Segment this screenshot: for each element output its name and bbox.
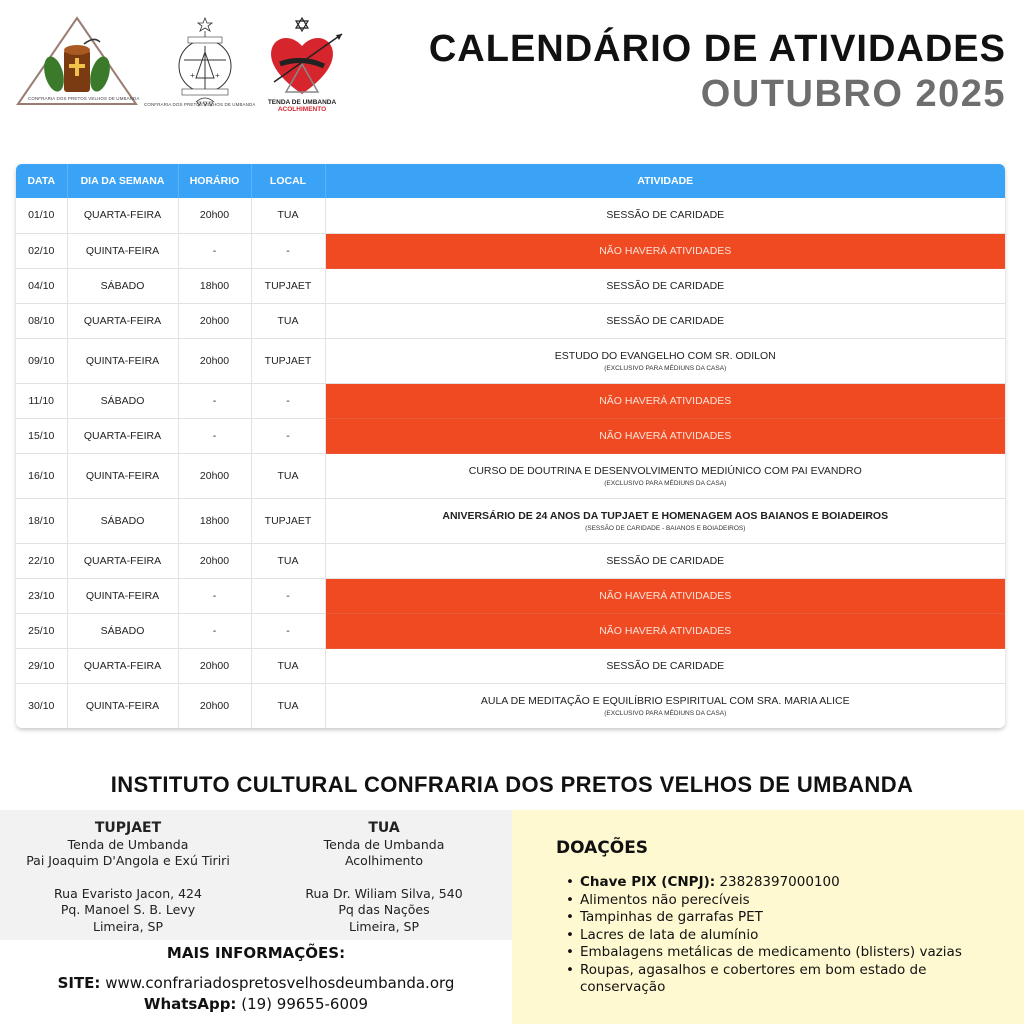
- activity-cell-closed: [325, 383, 1005, 418]
- date-cell: 16/10: [16, 453, 67, 498]
- location-tupjaet: [0, 820, 256, 935]
- donation-item: • Roupas, agasalhos e cobertores em bom estado de conservação: [564, 962, 1014, 997]
- date-cell: 23/10: [16, 578, 67, 613]
- weekday-cell: QUINTA-FEIRA: [67, 453, 178, 498]
- svg-text:+: +: [215, 71, 220, 80]
- activity-title: SESSÃO DE CARIDADE: [606, 209, 725, 222]
- time-cell: 20h00: [178, 198, 251, 233]
- activity-cell-closed: [325, 613, 1005, 648]
- activity-cell-closed: [325, 418, 1005, 453]
- activity-title: NÃO HAVERÁ ATIVIDADES: [599, 589, 732, 602]
- table-row: [16, 578, 1005, 613]
- time-cell: 18h00: [178, 268, 251, 303]
- date-cell: 01/10: [16, 198, 67, 233]
- acolhimento-heart-logo: [266, 16, 350, 116]
- place-cell: -: [251, 233, 325, 268]
- activity-cell: [325, 453, 1005, 498]
- time-cell: -: [178, 578, 251, 613]
- date-cell: 08/10: [16, 303, 67, 338]
- activity-title: NÃO HAVERÁ ATIVIDADES: [599, 244, 732, 257]
- locations-panel: [0, 810, 512, 940]
- time-cell: 18h00: [178, 498, 251, 543]
- activity-title: ESTUDO DO EVANGELHO COM SR. ODILON: [554, 349, 776, 362]
- place-cell: -: [251, 578, 325, 613]
- place-cell: -: [251, 418, 325, 453]
- time-cell: 20h00: [178, 683, 251, 728]
- time-cell: -: [178, 233, 251, 268]
- pix-label: Chave PIX (CNPJ):: [580, 874, 716, 890]
- activity-note: (EXCLUSIVO PARA MÉDIUNS DA CASA): [604, 479, 727, 487]
- donation-item: • Tampinhas de garrafas PET: [564, 909, 1014, 927]
- location-tua: [256, 820, 512, 935]
- donation-item: • Alimentos não perecíveis: [564, 892, 1014, 910]
- date-cell: 09/10: [16, 338, 67, 383]
- activity-cell: [325, 498, 1005, 543]
- weekday-cell: SÁBADO: [67, 498, 178, 543]
- weekday-cell: QUARTA-FEIRA: [67, 543, 178, 578]
- date-cell: 22/10: [16, 543, 67, 578]
- location-line-1: Tenda de Umbanda: [67, 836, 189, 852]
- activity-title: SESSÃO DE CARIDADE: [606, 554, 725, 567]
- date-cell: 02/10: [16, 233, 67, 268]
- more-info-panel: [0, 940, 512, 1024]
- location-street: Rua Dr. Wiliam Silva, 540: [305, 885, 463, 901]
- activity-cell: [325, 303, 1005, 338]
- location-name: TUA: [368, 820, 400, 836]
- activity-title: SESSÃO DE CARIDADE: [606, 279, 725, 292]
- location-city: Limeira, SP: [93, 918, 163, 934]
- location-line-2: Acolhimento: [344, 853, 424, 868]
- location-city: Limeira, SP: [349, 918, 419, 934]
- date-cell: 18/10: [16, 498, 67, 543]
- table-row: [16, 198, 1005, 233]
- title-block: [429, 28, 1006, 116]
- svg-text:+: +: [190, 71, 195, 80]
- date-cell: 29/10: [16, 648, 67, 683]
- site-link[interactable]: www.confrariadospretosvelhosdeumbanda.org: [105, 974, 455, 992]
- whatsapp-number[interactable]: (19) 99655-6009: [241, 995, 369, 1013]
- weekday-cell: QUINTA-FEIRA: [67, 233, 178, 268]
- schedule-table: [16, 164, 1005, 728]
- time-cell: 20h00: [178, 453, 251, 498]
- activity-title: SESSÃO DE CARIDADE: [606, 659, 725, 672]
- table-row: [16, 498, 1005, 543]
- donation-item: • Embalagens metálicas de medicamento (blisters) vazias: [564, 944, 1014, 962]
- activity-cell: [325, 338, 1005, 383]
- organization-title: INSTITUTO CULTURAL CONFRARIA DOS PRETOS VELHOS DE UMBANDA: [110, 772, 914, 797]
- place-cell: TUA: [251, 683, 325, 728]
- time-cell: -: [178, 613, 251, 648]
- date-cell: 25/10: [16, 613, 67, 648]
- table-row: [16, 613, 1005, 648]
- activity-note: (SESSÃO DE CARIDADE - BAIANOS E BOIADEIROS): [585, 524, 746, 532]
- table-row: [16, 453, 1005, 498]
- date-cell: 04/10: [16, 268, 67, 303]
- column-header-place: LOCAL: [251, 164, 325, 198]
- weekday-cell: QUINTA-FEIRA: [67, 338, 178, 383]
- place-cell: TUA: [251, 198, 325, 233]
- logo-3-caption-1: TENDA DE UMBANDA: [267, 99, 337, 106]
- schedule-table-card: [16, 164, 1005, 728]
- logo-1-caption: CONFRARIA DOS PRETOS VELHOS DE UMBANDA: [28, 96, 140, 101]
- whatsapp-line: [0, 994, 512, 1015]
- weekday-cell: QUINTA-FEIRA: [67, 578, 178, 613]
- logo-2-caption: CONFRARIA DOS PRETOS VELHOS DE UMBANDA: [144, 102, 256, 107]
- logo-3-caption-2: ACOLHIMENTO: [277, 106, 327, 113]
- page-title: CALENDÁRIO DE ATIVIDADES: [428, 28, 1006, 70]
- column-header-weekday: DIA DA SEMANA: [67, 164, 178, 198]
- donation-item: • Lacres de lata de alumínio: [564, 927, 1014, 945]
- location-line-2: Pai Joaquim D'Angola e Exú Tiriri: [26, 853, 230, 868]
- activity-cell-closed: [325, 578, 1005, 613]
- weekday-cell: QUARTA-FEIRA: [67, 198, 178, 233]
- activity-note: (EXCLUSIVO PARA MÉDIUNS DA CASA): [604, 709, 727, 717]
- place-cell: TUA: [251, 453, 325, 498]
- activity-title: ANIVERSÁRIO DE 24 ANOS DA TUPJAET E HOMENAGEM AOS BAIANOS E BOIADEIROS: [442, 509, 889, 522]
- weekday-cell: SÁBADO: [67, 268, 178, 303]
- place-cell: TUPJAET: [251, 338, 325, 383]
- place-cell: -: [251, 383, 325, 418]
- time-cell: -: [178, 383, 251, 418]
- donations-list: [564, 874, 1014, 997]
- confraria-emblem-logo: [144, 16, 266, 114]
- weekday-cell: QUARTA-FEIRA: [67, 418, 178, 453]
- more-info-title: MAIS INFORMAÇÕES:: [166, 944, 346, 962]
- weekday-cell: SÁBADO: [67, 383, 178, 418]
- table-row: [16, 648, 1005, 683]
- table-row: [16, 268, 1005, 303]
- place-cell: TUA: [251, 648, 325, 683]
- time-cell: 20h00: [178, 338, 251, 383]
- table-row: [16, 233, 1005, 268]
- table-header-row: [16, 164, 1005, 198]
- location-name: TUPJAET: [94, 820, 162, 836]
- activity-title: NÃO HAVERÁ ATIVIDADES: [599, 394, 732, 407]
- column-header-date: DATA: [16, 164, 67, 198]
- table-row: [16, 338, 1005, 383]
- whatsapp-label: WhatsApp:: [143, 995, 237, 1013]
- activity-title: AULA DE MEDITAÇÃO E EQUILÍBRIO ESPIRITUAL COM SRA. MARIA ALICE: [480, 694, 850, 707]
- place-cell: TUA: [251, 303, 325, 338]
- date-cell: 15/10: [16, 418, 67, 453]
- time-cell: -: [178, 418, 251, 453]
- activity-cell: [325, 683, 1005, 728]
- activity-cell-closed: [325, 233, 1005, 268]
- activity-title: CURSO DE DOUTRINA E DESENVOLVIMENTO MEDIÚNICO COM PAI EVANDRO: [468, 464, 862, 477]
- donations-title: DOAÇÕES: [556, 838, 649, 858]
- weekday-cell: QUINTA-FEIRA: [67, 683, 178, 728]
- donation-item-pix: [564, 874, 1014, 892]
- activity-cell: [325, 268, 1005, 303]
- activity-cell: [325, 543, 1005, 578]
- place-cell: TUPJAET: [251, 268, 325, 303]
- time-cell: 20h00: [178, 303, 251, 338]
- activity-title: SESSÃO DE CARIDADE: [606, 314, 725, 327]
- location-line-1: Tenda de Umbanda: [323, 836, 445, 852]
- pix-value: 23828397000100: [719, 874, 840, 890]
- table-row: [16, 303, 1005, 338]
- time-cell: 20h00: [178, 543, 251, 578]
- page-subtitle: OUTUBRO 2025: [700, 73, 1006, 115]
- time-cell: 20h00: [178, 648, 251, 683]
- activity-cell: [325, 648, 1005, 683]
- activity-note: (EXCLUSIVO PARA MÉDIUNS DA CASA): [604, 364, 727, 372]
- table-body: [16, 198, 1005, 728]
- weekday-cell: QUARTA-FEIRA: [67, 648, 178, 683]
- date-cell: 30/10: [16, 683, 67, 728]
- location-street: Rua Evaristo Jacon, 424: [54, 885, 202, 901]
- site-line: [0, 973, 512, 994]
- weekday-cell: QUARTA-FEIRA: [67, 303, 178, 338]
- location-district: Pq. Manoel S. B. Levy: [60, 902, 196, 917]
- activity-title: NÃO HAVERÁ ATIVIDADES: [599, 624, 732, 637]
- column-header-activity: ATIVIDADE: [325, 164, 1005, 198]
- place-cell: TUA: [251, 543, 325, 578]
- place-cell: -: [251, 613, 325, 648]
- donations-panel: [512, 810, 1024, 1024]
- table-row: [16, 543, 1005, 578]
- date-cell: 11/10: [16, 383, 67, 418]
- place-cell: TUPJAET: [251, 498, 325, 543]
- activity-cell: [325, 198, 1005, 233]
- column-header-time: HORÁRIO: [178, 164, 251, 198]
- weekday-cell: SÁBADO: [67, 613, 178, 648]
- table-row: [16, 383, 1005, 418]
- site-label: SITE:: [57, 974, 101, 992]
- activity-title: NÃO HAVERÁ ATIVIDADES: [599, 429, 732, 442]
- location-district: Pq das Nações: [338, 902, 430, 917]
- table-row: [16, 418, 1005, 453]
- page-header: [0, 0, 1024, 130]
- table-row: [16, 683, 1005, 728]
